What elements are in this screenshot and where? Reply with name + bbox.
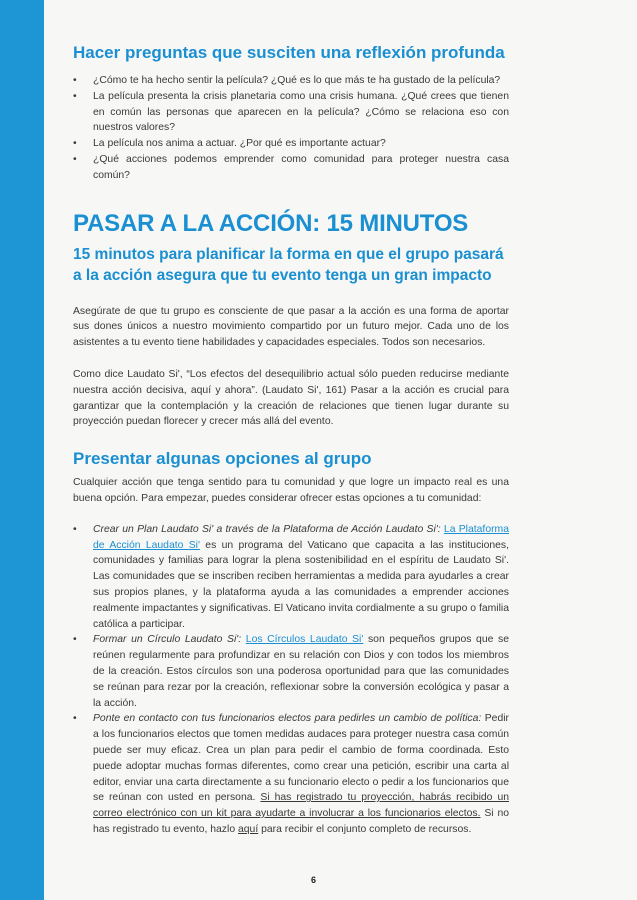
bullet-icon: •	[73, 713, 77, 725]
link-circulos-laudato-si[interactable]: Los Círculos Laudato Si'	[245, 634, 364, 646]
blue-sidebar-stripe	[0, 0, 44, 900]
bullet-icon: •	[73, 153, 77, 165]
list-item: • Crear un Plan Laudato Si' a través de la Plataforma de Acción Laudato Si': La Plataforma de Acción Laudato Si' es un programa del Vaticano que capacita a las instituciones, comunidades y familias para lograr la plena sostenibilidad en el espíritu de Laudato Si'. Las comunidades que se inscriben reciben herramientas a medida para ayudarles a crear sus propios planes, y la plataforma ayuda a las comunidades a emprender acciones realmente impactantes y significativas. El Vaticano invita cordialmente a su grupo o familia católica a participar.	[73, 523, 509, 630]
section-heading-reflection: Hacer preguntas que susciten una reflexión profunda	[73, 43, 505, 62]
list-item: • La película presenta la crisis planetaria como una crisis humana. ¿Qué crees que tienen en común las personas que aparecen en la película? ¿Cómo se relaciona eso con nuestros valores?	[73, 90, 509, 134]
list-item: • Ponte en contacto con tus funcionarios electos para pedirles un cambio de política: Pedir a los funcionarios electos que tomen medidas audaces para proteger nuestra casa común puede ser muy eficaz. Crea un plan para pedir el cambio de forma coordinada. Esto puede adoptar muchas formas diferentes, como crear una petición, escribir una carta al editor, enviar una carta directamente a su funcionario electo o pedir a los funcionarios que se reúnan con usted en persona. Si has registrado tu proyección, habrás recibido un correo electrónico con un kit para ayudarte a involucrar a los funcionarios electos. Si no has registrado tu evento, hazlo aquí para recibir el conjunto completo de recursos.	[73, 713, 510, 835]
section-subtitle-action: 15 minutos para planificar la forma en que el grupo pasará a la acción asegura que tu evento tenga un gran impacto	[73, 245, 504, 284]
document-content	[73, 42, 509, 838]
section-title-action: PASAR A LA ACCIÓN: 15 MINUTOS	[73, 209, 469, 237]
action-options-list	[73, 522, 509, 838]
list-item: • Formar un Círculo Laudato Si': Los Círculos Laudato Si' son pequeños grupos que se reúnen regularmente para profundizar en su relación con Dios y con todos los miembros de la creación. Estos círculos son una poderosa oportunidad para que las comunidades se reúnan para rezar por la creación, reflexionar sobre la conversión ecológica y pasar a la acción.	[73, 634, 509, 709]
paragraph-awareness: Asegúrate de que tu grupo es consciente de que pasar a la acción es una forma de aportar sus dones únicos a nuestro movimiento compartido por un futuro mejor. Cada uno de los asistentes a tu evento tiene habilidades y capacidades especiales. Todos son necesarios.	[73, 305, 509, 349]
bullet-icon: •	[73, 138, 77, 150]
list-item: • ¿Cómo te ha hecho sentir la película? ¿Qué es lo que más te ha gustado de la película?	[73, 73, 509, 89]
list-item: • ¿Qué acciones podemos emprender como comunidad para proteger nuestra casa común?	[73, 153, 509, 181]
reflection-question-list	[73, 73, 509, 184]
page-number: 6	[311, 875, 317, 885]
paragraph-laudato-quote: Como dice Laudato Si', “Los efectos del desequilibrio actual sólo pueden reducirse mediante nuestra acción decisiva, aquí y ahora”. (Laudato Si', 161) Pasar a la acción es crucial para garantizar que la contemplación y la creación de relaciones que tienen lugar durante su proyección puedan florecer y crecer más allá del evento.	[73, 368, 509, 428]
bullet-icon: •	[73, 90, 77, 102]
bullet-icon: •	[73, 75, 77, 86]
list-item: • La película nos anima a actuar. ¿Por qué es importante actuar?	[73, 136, 509, 152]
paragraph-options-intro: Cualquier acción que tenga sentido para tu comunidad y que logre un impacto real es una buena opción. Para empezar, puedes considerar ofrecer estas opciones a tu comunidad:	[73, 477, 509, 504]
underlined-note-kit: Si has registrado tu proyección, habrás recibido un correo electrónico con un kit para ayudarte a involucrar a los funcionarios electos.	[93, 792, 510, 820]
section-heading-options: Presentar algunas opciones al grupo	[73, 449, 372, 469]
link-aqui[interactable]: aquí	[238, 823, 259, 835]
link-plataforma-laudato-si[interactable]: La Plataforma de Acción Laudato Si'	[93, 523, 509, 551]
bullet-icon: •	[73, 634, 77, 646]
bullet-icon: •	[73, 523, 77, 535]
